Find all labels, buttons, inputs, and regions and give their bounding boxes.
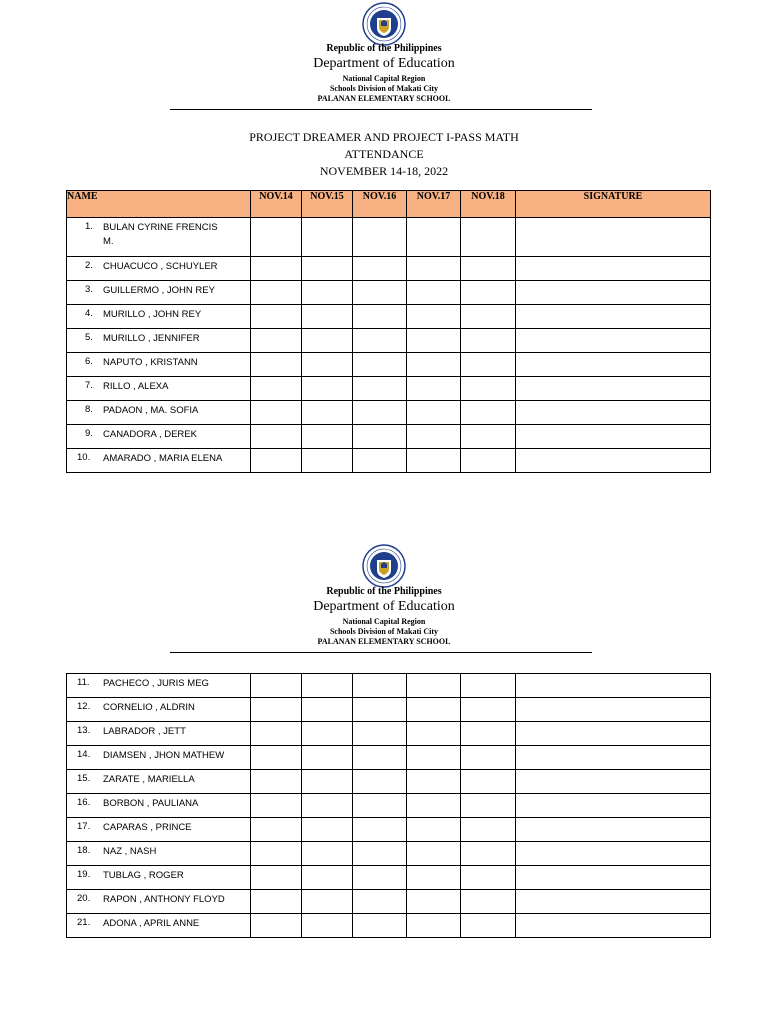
- attendance-cell[interactable]: [251, 674, 302, 698]
- attendance-cell[interactable]: [302, 866, 353, 890]
- attendance-cell[interactable]: [251, 281, 302, 305]
- attendance-cell[interactable]: [407, 890, 461, 914]
- attendance-cell[interactable]: [353, 281, 407, 305]
- header-divider: [170, 652, 592, 653]
- name-cell: 15. ZARATE , MARIELLA: [67, 770, 251, 794]
- table-row: [67, 866, 711, 890]
- signature-cell[interactable]: [516, 401, 711, 425]
- signature-cell[interactable]: [516, 770, 711, 794]
- attendance-cell[interactable]: [302, 449, 353, 473]
- attendance-cell[interactable]: [302, 329, 353, 353]
- attendance-cell[interactable]: [407, 722, 461, 746]
- header-nov14: NOV.14: [251, 191, 302, 218]
- attendance-cell[interactable]: [353, 425, 407, 449]
- attendance-cell[interactable]: [302, 746, 353, 770]
- attendance-cell[interactable]: [461, 218, 516, 257]
- table-row: [67, 746, 711, 770]
- attendance-cell[interactable]: [251, 866, 302, 890]
- name-cell: 11. PACHECO , JURIS MEG: [67, 674, 251, 698]
- attendance-cell[interactable]: [407, 353, 461, 377]
- attendance-cell[interactable]: [461, 842, 516, 866]
- attendance-cell[interactable]: [353, 218, 407, 257]
- attendance-cell[interactable]: [302, 914, 353, 938]
- attendance-cell[interactable]: [407, 377, 461, 401]
- attendance-table-1: [66, 190, 711, 473]
- name-cell: 7. RILLO , ALEXA: [67, 377, 251, 401]
- attendance-cell[interactable]: [302, 353, 353, 377]
- signature-cell[interactable]: [516, 914, 711, 938]
- signature-cell[interactable]: [516, 794, 711, 818]
- table-row: [67, 401, 711, 425]
- attendance-cell[interactable]: [407, 746, 461, 770]
- attendance-cell[interactable]: [407, 449, 461, 473]
- attendance-cell[interactable]: [251, 449, 302, 473]
- attendance-cell[interactable]: [353, 722, 407, 746]
- attendance-cell[interactable]: [353, 305, 407, 329]
- attendance-cell[interactable]: [353, 770, 407, 794]
- attendance-cell[interactable]: [251, 257, 302, 281]
- attendance-cell[interactable]: [461, 698, 516, 722]
- name-cell: 16. BORBON , PAULIANA: [67, 794, 251, 818]
- name-cell: 13. LABRADOR , JETT: [67, 722, 251, 746]
- attendance-cell[interactable]: [353, 377, 407, 401]
- attendance-cell[interactable]: [407, 842, 461, 866]
- attendance-cell[interactable]: [353, 698, 407, 722]
- table-row: [67, 722, 711, 746]
- attendance-cell[interactable]: [353, 746, 407, 770]
- doc-title-line3: NOVEMBER 14-18, 2022: [319, 164, 449, 178]
- attendance-cell[interactable]: [407, 257, 461, 281]
- table-row: [67, 842, 711, 866]
- signature-cell[interactable]: [516, 866, 711, 890]
- header-signature: SIGNATURE: [516, 191, 711, 218]
- attendance-cell[interactable]: [302, 674, 353, 698]
- attendance-cell[interactable]: [353, 794, 407, 818]
- name-cell: 9. CANADORA , DEREK: [67, 425, 251, 449]
- attendance-cell[interactable]: [353, 842, 407, 866]
- header-divider: [170, 109, 592, 110]
- attendance-cell[interactable]: [407, 329, 461, 353]
- table-row: [67, 377, 711, 401]
- table-row: [67, 218, 711, 257]
- attendance-cell[interactable]: [461, 281, 516, 305]
- name-cell: 19. TUBLAG , ROGER: [67, 866, 251, 890]
- signature-cell[interactable]: [516, 425, 711, 449]
- attendance-cell[interactable]: [353, 890, 407, 914]
- attendance-cell[interactable]: [251, 746, 302, 770]
- republic-line: Republic of the Philippines: [326, 43, 442, 54]
- header-nov16: NOV.16: [353, 191, 407, 218]
- attendance-cell[interactable]: [251, 401, 302, 425]
- attendance-cell[interactable]: [461, 377, 516, 401]
- table-row: [67, 698, 711, 722]
- name-cell: 4. MURILLO , JOHN REY: [67, 305, 251, 329]
- attendance-cell[interactable]: [251, 698, 302, 722]
- attendance-cell[interactable]: [461, 890, 516, 914]
- signature-cell[interactable]: [516, 281, 711, 305]
- attendance-cell[interactable]: [251, 794, 302, 818]
- attendance-cell[interactable]: [407, 794, 461, 818]
- signature-cell[interactable]: [516, 698, 711, 722]
- attendance-cell[interactable]: [251, 914, 302, 938]
- signature-cell[interactable]: [516, 722, 711, 746]
- table-row: [67, 305, 711, 329]
- attendance-cell[interactable]: [407, 818, 461, 842]
- table-row: [67, 794, 711, 818]
- table-row: [67, 890, 711, 914]
- attendance-cell[interactable]: [461, 329, 516, 353]
- attendance-cell[interactable]: [251, 305, 302, 329]
- signature-cell[interactable]: [516, 218, 711, 257]
- attendance-cell[interactable]: [302, 305, 353, 329]
- table-row: [67, 353, 711, 377]
- name-cell: 2. CHUACUCO , SCHUYLER: [67, 257, 251, 281]
- attendance-cell[interactable]: [353, 353, 407, 377]
- attendance-cell[interactable]: [407, 866, 461, 890]
- table-row: [67, 281, 711, 305]
- signature-cell[interactable]: [516, 890, 711, 914]
- region-line: National Capital Region: [342, 617, 426, 626]
- table-row: [67, 449, 711, 473]
- table-header-row: [67, 191, 711, 218]
- name-cell: 12. CORNELIO , ALDRIN: [67, 698, 251, 722]
- attendance-cell[interactable]: [251, 218, 302, 257]
- attendance-cell[interactable]: [353, 818, 407, 842]
- table-row: [67, 425, 711, 449]
- attendance-cell[interactable]: [353, 914, 407, 938]
- signature-cell[interactable]: [516, 377, 711, 401]
- doc-title-line2: ATTENDANCE: [344, 147, 424, 161]
- attendance-cell[interactable]: [461, 674, 516, 698]
- attendance-cell[interactable]: [461, 722, 516, 746]
- attendance-cell[interactable]: [302, 722, 353, 746]
- attendance-cell[interactable]: [353, 674, 407, 698]
- attendance-cell[interactable]: [461, 794, 516, 818]
- signature-cell[interactable]: [516, 257, 711, 281]
- attendance-cell[interactable]: [461, 866, 516, 890]
- name-cell: 5. MURILLO , JENNIFER: [67, 329, 251, 353]
- header-nov15: NOV.15: [302, 191, 353, 218]
- division-line: Schools Division of Makati City: [329, 627, 438, 636]
- attendance-cell[interactable]: [461, 257, 516, 281]
- attendance-cell[interactable]: [461, 914, 516, 938]
- attendance-cell[interactable]: [461, 425, 516, 449]
- attendance-cell[interactable]: [251, 425, 302, 449]
- attendance-cell[interactable]: [302, 401, 353, 425]
- table-row: [67, 818, 711, 842]
- school-line: PALANAN ELEMENTARY SCHOOL: [317, 637, 451, 646]
- name-cell: 10. AMARADO , MARIA ELENA: [67, 449, 251, 473]
- attendance-cell[interactable]: [353, 449, 407, 473]
- name-cell: 18. NAZ , NASH: [67, 842, 251, 866]
- name-cell: 8. PADAON , MA. SOFIA: [67, 401, 251, 425]
- attendance-cell[interactable]: [251, 329, 302, 353]
- attendance-cell[interactable]: [407, 401, 461, 425]
- attendance-cell[interactable]: [302, 842, 353, 866]
- doc-title-line1: PROJECT DREAMER AND PROJECT I-PASS MATH: [249, 130, 519, 144]
- attendance-cell[interactable]: [461, 746, 516, 770]
- deped-seal-icon: [362, 544, 406, 588]
- attendance-cell[interactable]: [353, 257, 407, 281]
- region-line: National Capital Region: [342, 74, 426, 83]
- signature-cell[interactable]: [516, 305, 711, 329]
- table-row: [67, 257, 711, 281]
- attendance-cell[interactable]: [407, 914, 461, 938]
- name-cell: 20. RAPON , ANTHONY FLOYD: [67, 890, 251, 914]
- signature-cell[interactable]: [516, 449, 711, 473]
- table-row: [67, 329, 711, 353]
- attendance-cell[interactable]: [251, 842, 302, 866]
- attendance-cell[interactable]: [251, 722, 302, 746]
- signature-cell[interactable]: [516, 329, 711, 353]
- signature-cell[interactable]: [516, 746, 711, 770]
- attendance-table-2: [66, 673, 711, 938]
- department-line: Department of Education: [313, 599, 455, 614]
- school-line: PALANAN ELEMENTARY SCHOOL: [317, 94, 451, 103]
- attendance-cell[interactable]: [353, 329, 407, 353]
- attendance-cell[interactable]: [251, 890, 302, 914]
- attendance-cell[interactable]: [461, 401, 516, 425]
- attendance-cell[interactable]: [302, 218, 353, 257]
- attendance-cell[interactable]: [461, 353, 516, 377]
- attendance-cell[interactable]: [461, 770, 516, 794]
- attendance-cell[interactable]: [302, 794, 353, 818]
- attendance-cell[interactable]: [302, 770, 353, 794]
- header-nov18: NOV.18: [461, 191, 516, 218]
- signature-cell[interactable]: [516, 353, 711, 377]
- attendance-cell[interactable]: [251, 377, 302, 401]
- table-row: [67, 674, 711, 698]
- name-cell: 3. GUILLERMO , JOHN REY: [67, 281, 251, 305]
- table-row: [67, 914, 711, 938]
- attendance-cell[interactable]: [353, 401, 407, 425]
- division-line: Schools Division of Makati City: [329, 84, 438, 93]
- table-row: [67, 770, 711, 794]
- deped-seal-icon: [362, 2, 406, 46]
- attendance-cell[interactable]: [251, 353, 302, 377]
- attendance-cell[interactable]: [302, 257, 353, 281]
- attendance-cell[interactable]: [302, 425, 353, 449]
- name-cell: 1. BULAN CYRINE FRENCIS M.: [67, 218, 251, 257]
- attendance-cell[interactable]: [407, 218, 461, 257]
- name-cell: 17. CAPARAS , PRINCE: [67, 818, 251, 842]
- attendance-cell[interactable]: [302, 698, 353, 722]
- header-name: NAME: [67, 191, 251, 218]
- name-cell: 14. DIAMSEN , JHON MATHEW: [67, 746, 251, 770]
- attendance-cell[interactable]: [407, 281, 461, 305]
- attendance-cell[interactable]: [302, 281, 353, 305]
- department-line: Department of Education: [313, 56, 455, 71]
- attendance-cell[interactable]: [407, 698, 461, 722]
- signature-cell[interactable]: [516, 818, 711, 842]
- signature-cell[interactable]: [516, 842, 711, 866]
- name-cell: 6. NAPUTO , KRISTANN: [67, 353, 251, 377]
- attendance-cell[interactable]: [251, 770, 302, 794]
- republic-line: Republic of the Philippines: [326, 586, 442, 597]
- attendance-cell[interactable]: [461, 305, 516, 329]
- signature-cell[interactable]: [516, 674, 711, 698]
- attendance-cell[interactable]: [407, 305, 461, 329]
- attendance-cell[interactable]: [407, 770, 461, 794]
- attendance-cell[interactable]: [407, 425, 461, 449]
- attendance-cell[interactable]: [407, 674, 461, 698]
- header-nov17: NOV.17: [407, 191, 461, 218]
- attendance-cell[interactable]: [302, 377, 353, 401]
- attendance-cell[interactable]: [251, 818, 302, 842]
- name-cell: 21. ADONA , APRIL ANNE: [67, 914, 251, 938]
- attendance-cell[interactable]: [353, 866, 407, 890]
- attendance-cell[interactable]: [302, 890, 353, 914]
- attendance-cell[interactable]: [461, 818, 516, 842]
- attendance-cell[interactable]: [302, 818, 353, 842]
- attendance-cell[interactable]: [461, 449, 516, 473]
